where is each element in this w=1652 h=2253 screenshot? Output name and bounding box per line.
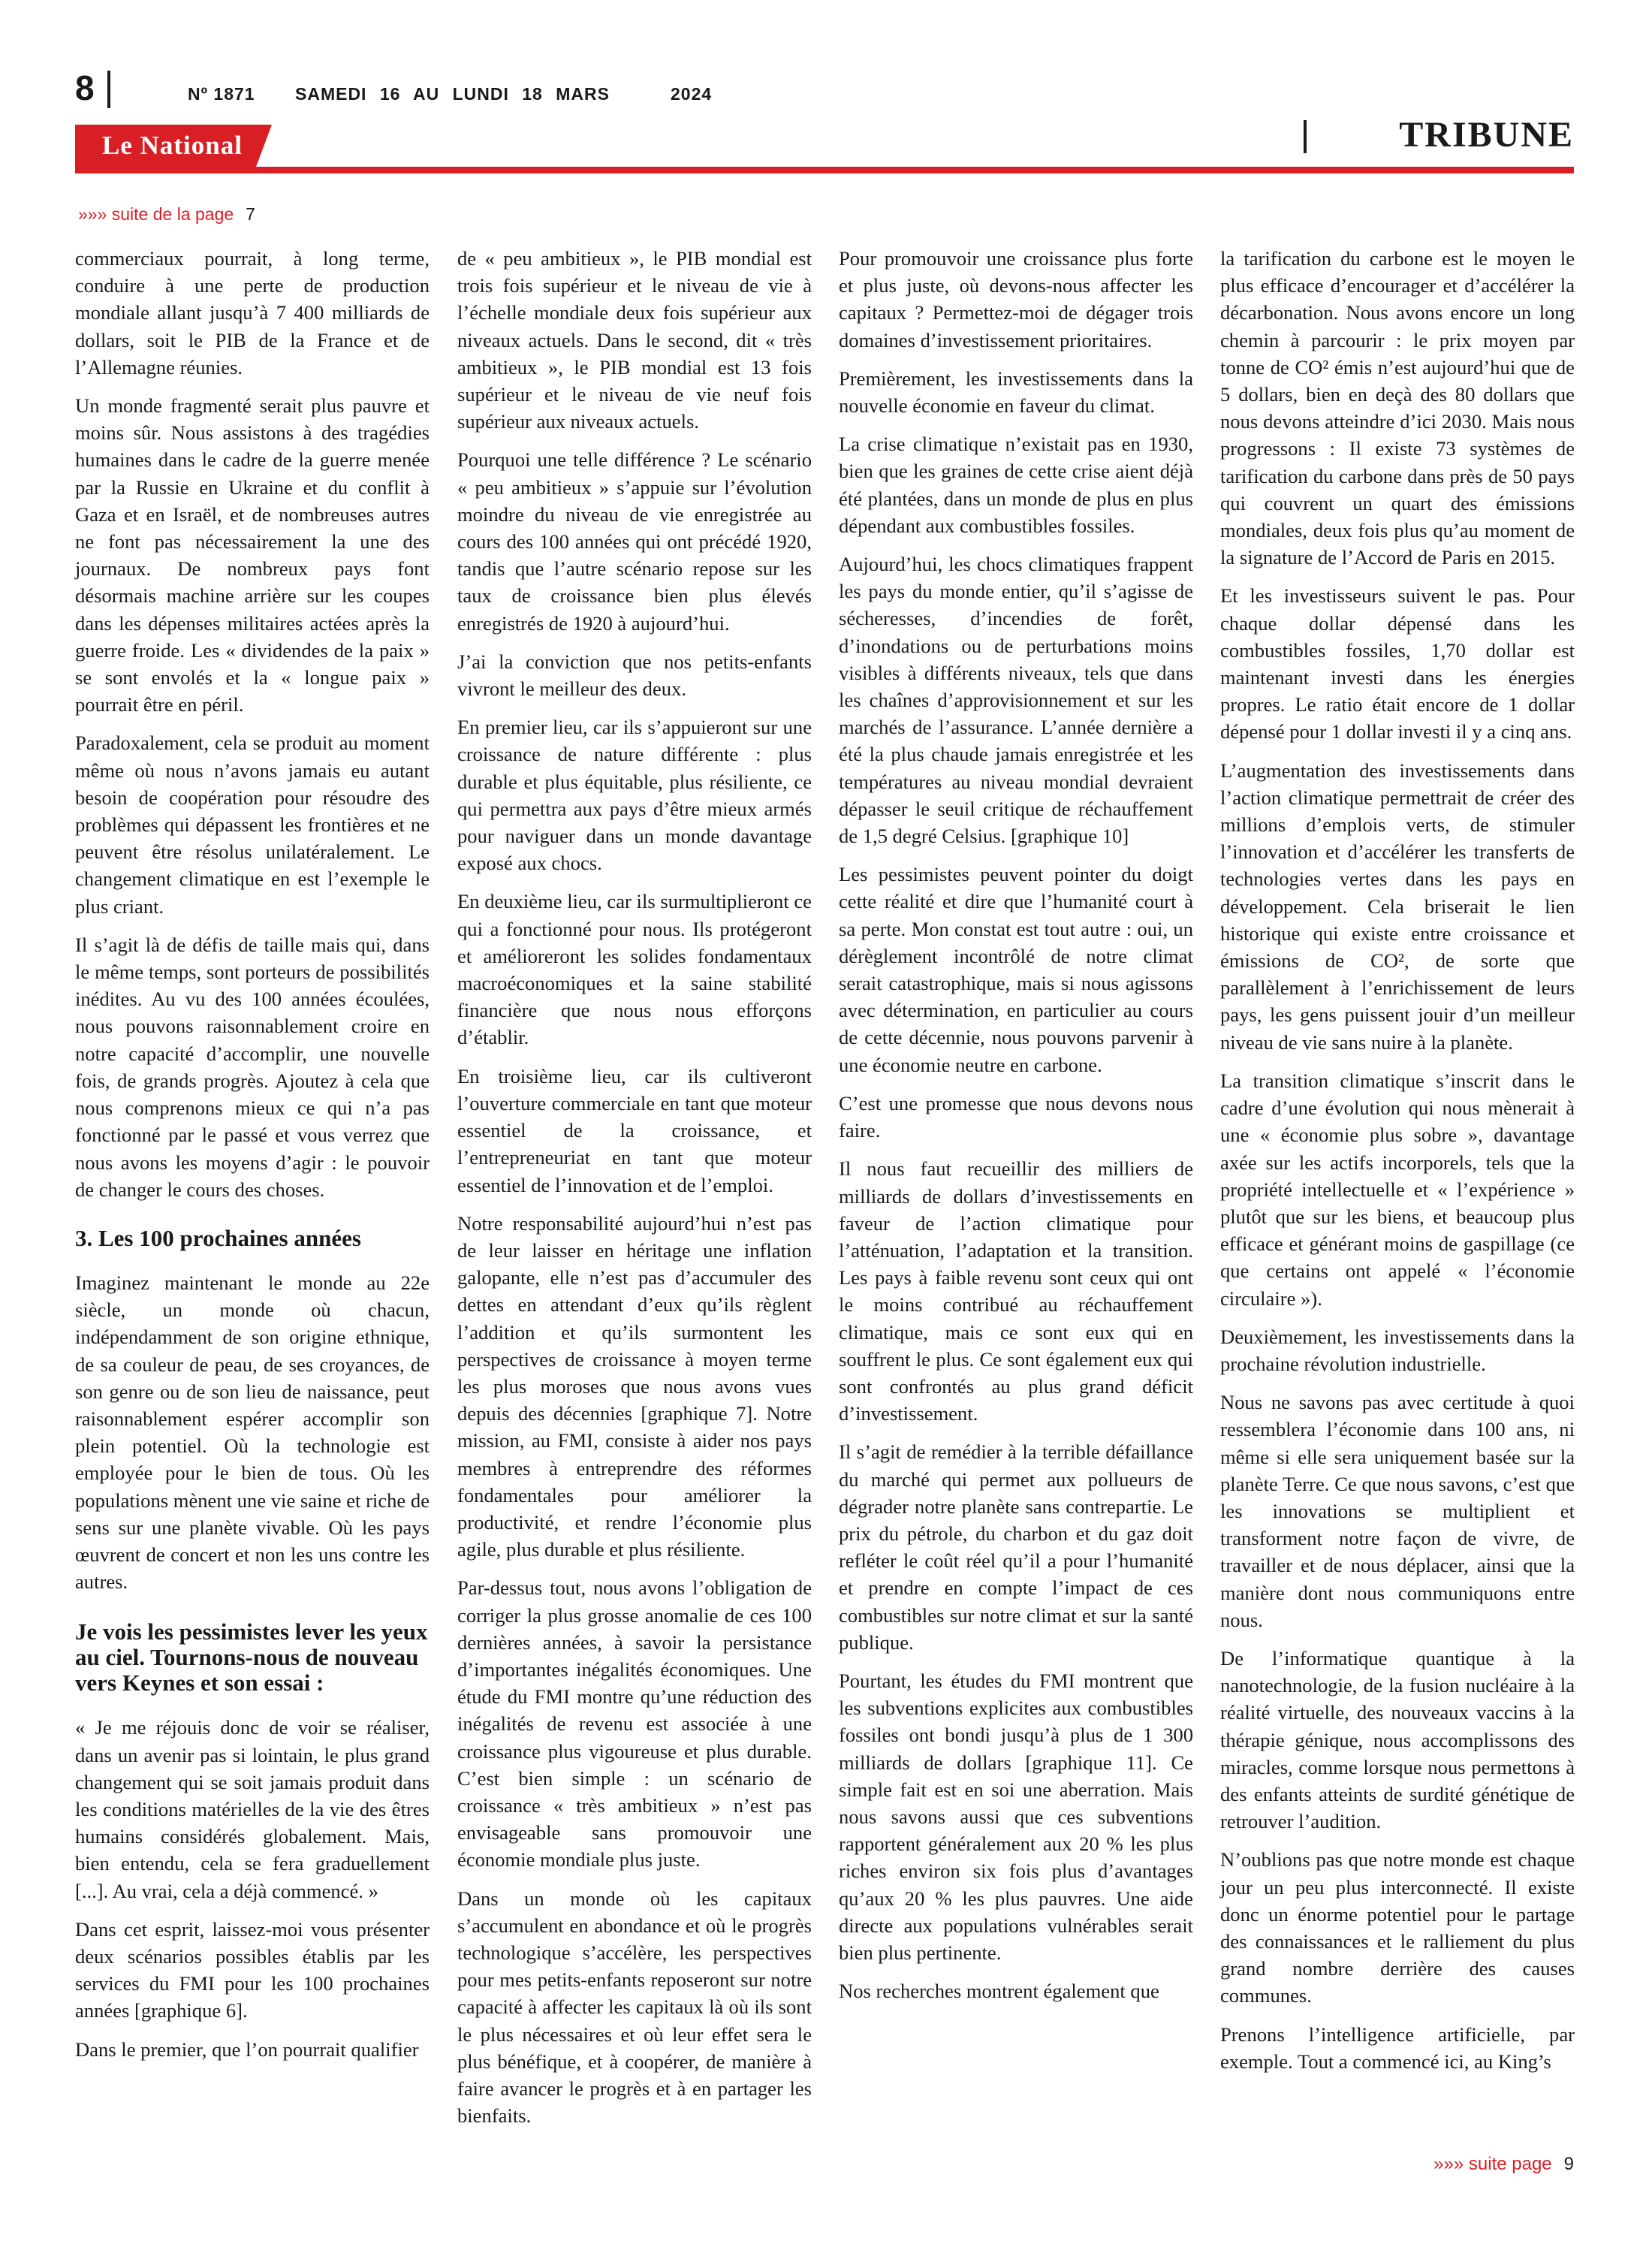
- paragraph: En deuxième lieu, car ils surmultiplieront ce qui a fonctionné pour nous. Ils protégeront et amélioreront les solides fondamentaux macroéconomiques et la saine stabilité financière que nous nous efforçons d’établir.: [457, 890, 812, 1049]
- paragraph: De l’informatique quantique à la nanotechnologie, de la fusion nucléaire à la réalité virtuelle, des nouveaux vaccins à la thérapie génique, nous accomplissons des miracles, comme lorsque nous permettons à des enfants atteints de surdité génétique de retrouver l’audition.: [1220, 1646, 1575, 1833]
- paragraph: J’ai la conviction que nos petits-enfants vivront le meilleur des deux.: [457, 650, 812, 701]
- continued-from-label: »»» suite de la page: [78, 204, 234, 224]
- continued-on-label: »»» suite page: [1433, 2154, 1552, 2174]
- issue-number: Nº 1871: [188, 84, 255, 104]
- paragraph: Et les investisseurs suivent le pas. Pour chaque dollar dépensé dans les combustibles fossiles, 1,70 dollar est maintenant investi dans les énergies propres. Le ratio était encore de 1 dollar dépensé pour 1 dollar investi il y a cinq ans.: [1220, 584, 1575, 743]
- paragraph: Notre responsabilité aujourd’hui n’est pas de leur laisser en héritage une inflation galopante, elle n’est pas d’accumuler des dettes en attendant d’eux qu’ils règlent l’addition et qu’ils surmontent les perspectives de croissance à moyen terme les plus moroses que nous avons vues depuis des décennies [graphique 7]. Notre mission, au FMI, consiste à aider nos pays membres à entreprendre des réformes fondamentales pour améliorer la productivité, et rendre l’économie plus agile, plus durable et plus résiliente.: [457, 1211, 812, 1561]
- paragraph: Dans un monde où les capitaux s’accumulent en abondance et où le progrès technologique s’accélère, les perspectives pour mes petits-enfants reposeront sur notre capacité à affecter les capitaux là où ils sont le plus nécessaires et où leur effet sera le plus bénéfique, et à coopérer, de manière à faire avancer le progrès et à en partager les bienfaits.: [457, 1887, 812, 2128]
- paragraph: Il s’agit de remédier à la terrible défaillance du marché qui permet aux pollueurs de dégrader notre planète sans contrepartie. Le prix du pétrole, du charbon et du gaz doit refléter le coût réel qu’il a pour l’humanité et prendre en compte l’impact de ces combustibles sur notre climat et sur la santé publique.: [839, 1440, 1193, 1654]
- section-heading: 3. Les 100 prochaines années: [75, 1224, 361, 1251]
- article-column-1: [75, 245, 430, 2074]
- article-column-3: [839, 245, 1193, 2016]
- paragraph: Un monde fragmenté serait plus pauvre et moins sûr. Nous assistons à des tragédies humaines dans le cadre de la guerre menée par la Russie en Ukraine et du conflit à Gaza et en Israël, et de nombreuses autres ne font pas nécessairement la une des journaux. De nombreux pays font désormais machine arrière sur les coupes dans les dépenses militaires actées après la guerre froide. Les « dividendes de la paix » se sont envolés et la « longue paix » pourrait être en péril.: [75, 394, 430, 716]
- section-title: TRIBUNE: [1399, 115, 1574, 155]
- paragraph: Il s’agit là de défis de taille mais qui, dans le même temps, sont porteurs de possibilités inédites. Au vu des 100 années écoulées, nous pouvons raisonnablement croire en notre capacité d’accomplir, une nouvelle fois, de grands progrès. Ajoutez à cela que nous comprenons mieux ce qui n’a pas fonctionné par le passé et vous verrez que nous avons les moyens d’agir : le pouvoir de changer le cours des choses.: [75, 933, 430, 1201]
- paragraph: Par-dessus tout, nous avons l’obligation de corriger la plus grosse anomalie de ces 100 dernières années, à savoir la persistance d’importantes inégalités économiques. Une étude du FMI montre qu’une réduction des inégalités de revenu est associée à une croissance plus vigoureuse et plus durable. C’est bien simple : un scénario de croissance « très ambitieux » n’est pas envisageable sans promouvoir une économie mondiale plus juste.: [457, 1576, 812, 1871]
- paragraph: C’est une promesse que nous devons nous faire.: [839, 1091, 1193, 1142]
- header-rule: [75, 167, 1574, 173]
- paragraph: Pourtant, les études du FMI montrent que les subventions explicites aux combustibles fossiles ont bondi jusqu’à plus de 1 300 milliards de dollars [graphique 11]. Ce simple fait est en soi une aberration. Mais nous savons aussi que ces subventions rapportent généralement aux 20 % les plus riches environ six fois plus d’avantages qu’aux 20 % les plus pauvres. Une aide directe aux populations vulnérables serait bien plus pertinente.: [839, 1669, 1193, 1964]
- paragraph: commerciaux pourrait, à long terme, conduire à une perte de production mondiale allant jusqu’à 7 400 milliards de dollars, soit le PIB de la France et de l’Allemagne réunies.: [75, 247, 430, 379]
- paragraph: Dans cet esprit, laissez-moi vous présenter deux scénarios possibles établis par les services du FMI pour les 100 prochaines années [graphique 6].: [75, 1917, 430, 2022]
- section-heading: Je vois les pessimistes lever les yeux au ciel. Tournons-nous de nouveau vers Keynes et son essai :: [75, 1618, 428, 1697]
- paragraph: Dans le premier, que l’on pourrait qualifier: [75, 2037, 419, 2061]
- paragraph: Pourquoi une telle différence ? Le scénario « peu ambitieux » s’appuie sur l’évolution moindre du niveau de vie enregistrée au cours des 100 années qui ont précédé 1920, tandis que l’autre scénario repose sur les taux de croissance bien plus élevés enregistrés de 1920 à aujourd’hui.: [457, 448, 812, 635]
- paragraph: N’oublions pas que notre monde est chaque jour un peu plus interconnecté. Il existe donc un énorme potentiel pour le partage des connaissances et le ralliement du plus grand nombre derrière des causes communes.: [1220, 1848, 1575, 2007]
- article-column-4: [1220, 245, 1575, 2086]
- paragraph: Premièrement, les investissements dans la nouvelle économie en faveur du climat.: [839, 366, 1193, 418]
- article-column-2: [457, 245, 812, 2140]
- paragraph: Deuxièmement, les investissements dans la prochaine révolution industrielle.: [1220, 1325, 1575, 1375]
- continued-on-page: 9: [1563, 2154, 1574, 2174]
- paragraph: La transition climatique s’inscrit dans le cadre d’une évolution qui nous mènerait à une « économie plus sobre », davantage axée sur les actifs incorporels, tels que la propriété intellectuelle et « l’expérience » plutôt que sur les biens, et beaucoup plus efficace et générant moins de gaspillage (ce que certains ont appelé « l’économie circulaire »).: [1220, 1069, 1575, 1310]
- paragraph: de « peu ambitieux », le PIB mondial est trois fois supérieur et le niveau de vie à l’échelle mondiale deux fois supérieur aux niveaux actuels. Dans le second, dit « très ambitieux », le PIB mondial est 13 fois supérieur et le niveau de vie neuf fois supérieur aux niveaux actuels.: [457, 247, 812, 433]
- paragraph: L’augmentation des investissements dans l’action climatique permettrait de créer des millions d’emplois verts, de stimuler l’innovation et d’accélérer les transferts de technologies vertes dans les pays en développement. Cela briserait le lien historique qui existe entre croissance et émissions de CO², de sorte que parallèlement à l’enrichissement de leurs pays, les gens puissent jouir d’un meilleur niveau de vie sans nuire à la planète.: [1220, 759, 1575, 1054]
- paragraph: « Je me réjouis donc de voir se réaliser, dans un avenir pas si lointain, le plus grand changement qui se soit jamais produit dans les conditions matérielles de la vie des êtres humains considérés globalement. Mais, bien entendu, cela se fera graduellement [...]. Au vrai, cela a déjà commencé. »: [75, 1716, 430, 1902]
- newspaper-logo: Le National: [102, 131, 243, 160]
- paragraph: La crise climatique n’existait pas en 1930, bien que les graines de cette crise aient déjà été plantées, dans un monde de plus en plus dépendant aux combustibles fossiles.: [839, 433, 1193, 537]
- paragraph: Pour promouvoir une croissance plus forte et plus juste, où devons-nous affecter les capitaux ? Permettez-moi de dégager trois domaines d’investissement prioritaires.: [839, 247, 1193, 351]
- paragraph: Les pessimistes peuvent pointer du doigt cette réalité et dire que l’humanité court à sa perte. Mon constat est tout autre : oui, un dérèglement incontrôlé de notre climat serait catastrophique, mais si nous agissons avec détermination, en particulier au cours de cette décennie, nous pouvons parvenir à une économie neutre en carbone.: [839, 863, 1193, 1076]
- continued-from-page: 7: [246, 204, 255, 224]
- section-divider: [1304, 120, 1307, 153]
- continued-from: [78, 204, 255, 225]
- paragraph: Imaginez maintenant le monde au 22e siècle, un monde où chacun, indépendamment de son origine ethnique, de sa couleur de peau, de ses croyances, de son genre ou de son lieu de naissance, peut raisonnablement espérer accomplir son plein potentiel. Où la technologie est employée pour le bien de tous. Où les populations mènent une vie saine et riche de sens sur une planète vivable. Où les pays œuvrent de concert et non les uns contre les autres.: [75, 1271, 430, 1594]
- paragraph: la tarification du carbone est le moyen le plus efficace d’encourager et d’accélérer la décarbonation. Nous avons encore un long chemin à parcourir : le prix moyen par tonne de CO² émis n’est aujourd’hui que de 5 dollars, bien en deçà des 80 dollars que nous devons atteindre d’ici 2030. Mais nous progressons : Il existe 73 systèmes de tarification du carbone dans près de 50 pays qui couvrent un quart des émissions mondiales, deux fois plus qu’au moment de la signature de l’Accord de Paris en 2015.: [1220, 247, 1575, 569]
- paragraph: Aujourd’hui, les chocs climatiques frappent les pays du monde entier, qu’il s’agisse de sécheresses, d’incendies de forêt, d’inondations ou de perturbations moins visibles à différents niveaux, tels que dans les chaînes d’approvisionnement et sur les marchés de l’assurance. L’année dernière a été la plus chaude jamais enregistrée et les températures au niveau mondial devraient dépasser le seuil critique de réchauffement de 1,5 degré Celsius. [graphique 10]: [839, 553, 1193, 848]
- paragraph: Nos recherches montrent également que: [839, 1980, 1159, 2003]
- page-number: 8: [75, 68, 95, 107]
- issue-date: SAMEDI 16 AU LUNDI 18 MARS: [295, 84, 610, 104]
- paragraph: Paradoxalement, cela se produit au moment même où nous n’avons jamais eu autant besoin de coopération pour résoudre des problèmes qui dépassent les frontières et ne peuvent être résolus unilatéralement. Le changement climatique en est l’exemple le plus criant.: [75, 731, 430, 918]
- paragraph: Il nous faut recueillir des milliers de milliards de dollars d’investissements en faveur de l’action climatique pour l’atténuation, l’adaptation et la transition. Les pays à faible revenu sont ceux qui ont le moins contribué au réchauffement climatique, mais ce sont eux qui en souffrent le plus. Ce sont également eux qui sont confrontés au plus grand déficit d’investissement.: [839, 1157, 1193, 1425]
- page-number-divider: [107, 71, 110, 108]
- paragraph: Prenons l’intelligence artificielle, par exemple. Tout a commencé ici, au King’s: [1220, 2022, 1575, 2073]
- paragraph: En premier lieu, car ils s’appuieront sur une croissance de nature différente : plus durable et plus équitable, plus résiliente, ce qui permettra aux pays d’être mieux armés pour naviguer dans un monde davantage exposé aux chocs.: [457, 716, 812, 875]
- paragraph: En troisième lieu, car ils cultiveront l’ouverture commerciale en tant que moteur essentiel de la croissance, et l’entrepreneuriat en tant que moteur essentiel de l’innovation et de l’emploi.: [457, 1064, 812, 1196]
- issue-year: 2024: [671, 84, 713, 104]
- paragraph: Nous ne savons pas avec certitude à quoi ressemblera l’économie dans 100 ans, ni même si elle sera uniquement basée sur la planète Terre. Ce que nous savons, c’est que les innovations se multiplient et transforment notre façon de vivre, de travailler et de nous déplacer, ainsi que la manière dont nous communiquons entre nous.: [1220, 1391, 1575, 1631]
- continued-on: [1433, 2154, 1574, 2175]
